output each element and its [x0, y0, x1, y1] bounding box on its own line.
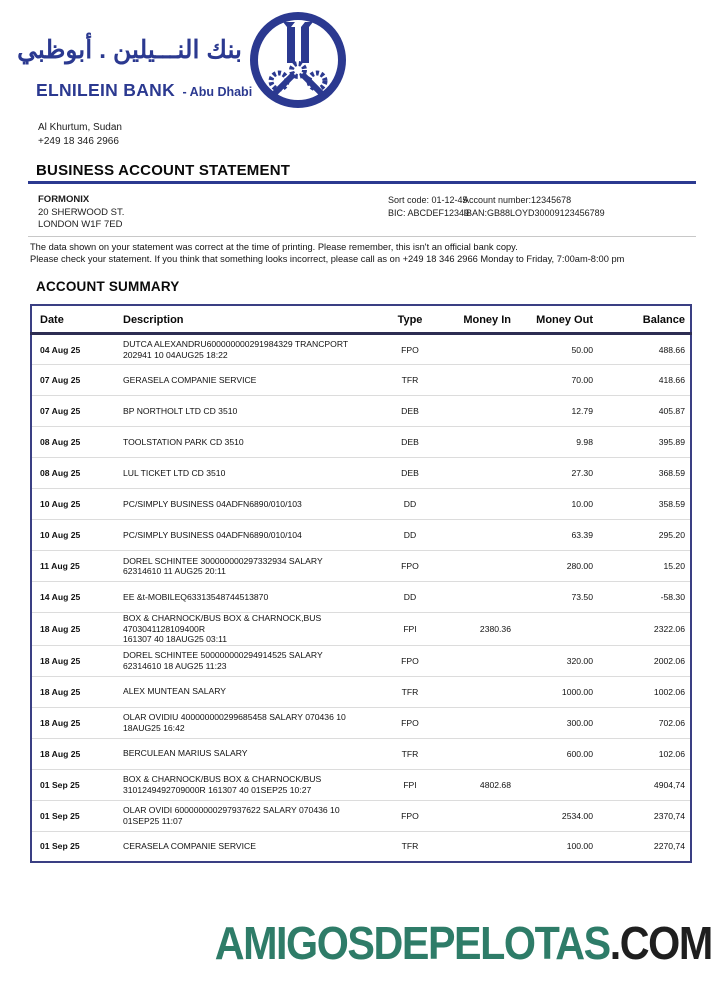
- balance-cell: 2002.06: [609, 645, 691, 676]
- description-line: 202941 10 04AUG25 18:22: [123, 349, 228, 360]
- description-line: ALEX MUNTEAN SALARY: [123, 686, 226, 697]
- holder-address-line2: LONDON W1F 7ED: [38, 219, 123, 230]
- money-out-cell: 12.79: [525, 396, 609, 427]
- table-row: [31, 334, 691, 365]
- account-holder-block: [38, 194, 124, 232]
- description-line: LUL TICKET LTD CD 3510: [123, 467, 226, 478]
- table-row: [31, 489, 691, 520]
- description-line: PC/SIMPLY BUSINESS 04ADFN6890/010/103: [123, 498, 302, 509]
- money-out-cell: 70.00: [525, 365, 609, 396]
- balance-cell: 2322.06: [609, 613, 691, 646]
- description-line: PC/SIMPLY BUSINESS 04ADFN6890/010/104: [123, 529, 302, 540]
- money-out-cell: [525, 769, 609, 800]
- money-out-cell: 2534.00: [525, 800, 609, 831]
- balance-cell: 702.06: [609, 707, 691, 738]
- balance-cell: 358.59: [609, 489, 691, 520]
- bank-name: [36, 80, 252, 101]
- watermark-brand-suffix: .COM: [609, 918, 712, 970]
- type-cell: FPI: [379, 613, 441, 646]
- description-cell: [119, 489, 379, 520]
- type-cell: DEB: [379, 427, 441, 458]
- money-out-cell: 63.39: [525, 520, 609, 551]
- bank-logo-icon: [248, 10, 348, 110]
- date-cell: 18 Aug 25: [31, 676, 119, 707]
- bank-phone: +249 18 346 2966: [38, 135, 119, 147]
- table-row: [31, 800, 691, 831]
- holder-address-line1: 20 SHERWOOD ST.: [38, 206, 125, 218]
- table-row: [31, 396, 691, 427]
- type-cell: FPI: [379, 769, 441, 800]
- type-cell: DD: [379, 582, 441, 613]
- table-row: [31, 738, 691, 769]
- description-line: BERCULEAN MARIUS SALARY: [123, 748, 248, 759]
- date-cell: 04 Aug 25: [40, 344, 81, 355]
- date-cell: 10 Aug 25: [31, 489, 119, 520]
- table-row: [31, 613, 691, 646]
- description-cell: [119, 582, 379, 613]
- money-in-cell: [441, 738, 525, 769]
- date-cell: 11 Aug 25: [31, 551, 119, 582]
- account-summary-title: ACCOUNT SUMMARY: [36, 279, 180, 294]
- money-in-cell: [441, 831, 525, 862]
- type-cell: DEB: [379, 458, 441, 489]
- type-cell: TFR: [379, 365, 441, 396]
- description-cell: [119, 334, 379, 365]
- description-cell: [119, 831, 379, 862]
- description-line: 62314610 18 AUG25 11:23: [123, 660, 227, 671]
- money-out-cell: 300.00: [525, 707, 609, 738]
- description-cell: [119, 396, 379, 427]
- money-out-cell: 9.98: [525, 427, 609, 458]
- money-in-cell: [441, 489, 525, 520]
- title-rule: [28, 181, 696, 184]
- column-money-out: Money Out: [525, 305, 609, 334]
- balance-cell: 102.06: [609, 738, 691, 769]
- table-row: [31, 458, 691, 489]
- description-line: BOX & CHARNOCK/BUS BOX & CHARNOCK/BUS: [123, 774, 322, 784]
- table-row: [31, 676, 691, 707]
- holder-name: FORMONIX: [38, 194, 90, 205]
- disclaimer: [30, 241, 690, 265]
- balance-cell: 395.89: [609, 427, 691, 458]
- account-details-row2: [388, 207, 605, 220]
- date-cell: 18 Aug 25: [31, 613, 119, 646]
- money-out-cell: 50.00: [571, 344, 593, 355]
- description-line: GERASELA COMPANIE SERVICE: [123, 374, 257, 385]
- date-cell: 01 Sep 25: [31, 831, 119, 862]
- money-in-cell: [441, 707, 525, 738]
- description-cell: [119, 520, 379, 551]
- date-cell: 07 Aug 25: [31, 396, 119, 427]
- description-line: BP NORTHOLT LTD CD 3510: [123, 405, 238, 416]
- type-cell: FPO: [401, 344, 419, 355]
- money-in-cell: [441, 334, 525, 365]
- money-in-cell: 2380.36: [441, 613, 525, 646]
- date-cell: 18 Aug 25: [31, 645, 119, 676]
- money-out-cell: 73.50: [525, 582, 609, 613]
- disclaimer-line2: Please check your statement. If you think that something looks incorrect, please call as on +249 18 346 2966 Monday to Friday, 7:00am-8:00 pm: [30, 254, 625, 264]
- date-cell: 01 Sep 25: [31, 800, 119, 831]
- transactions-table: [30, 304, 690, 863]
- money-in-cell: [441, 520, 525, 551]
- table-row: [31, 707, 691, 738]
- money-out-cell: 1000.00: [525, 676, 609, 707]
- description-line: 3101249492709000R 161307 40 01SEP25 10:27: [123, 784, 312, 795]
- description-cell: [119, 707, 379, 738]
- balance-cell: 405.87: [609, 396, 691, 427]
- date-cell: 14 Aug 25: [31, 582, 119, 613]
- account-details-block: [388, 194, 605, 219]
- bank-name-suffix: - Abu Dhabi: [182, 85, 253, 99]
- balance-cell: 4904,74: [609, 769, 691, 800]
- balance-cell: -58.30: [609, 582, 691, 613]
- balance-cell: 418.66: [609, 365, 691, 396]
- table-row: [31, 551, 691, 582]
- money-in-cell: [441, 676, 525, 707]
- table-header: [31, 305, 691, 334]
- type-cell: FPO: [379, 800, 441, 831]
- date-cell: 18 Aug 25: [31, 707, 119, 738]
- balance-cell: 2370,74: [609, 800, 691, 831]
- money-in-cell: [441, 458, 525, 489]
- table-row: [31, 582, 691, 613]
- description-line: EE &t-MOBILEQ63313548744513870: [123, 591, 269, 602]
- money-in-cell: [441, 582, 525, 613]
- table-row: [31, 520, 691, 551]
- money-out-cell: 320.00: [525, 645, 609, 676]
- description-cell: [119, 800, 379, 831]
- date-cell: 01 Sep 25: [31, 769, 119, 800]
- description-line: 01SEP25 11:07: [123, 815, 183, 826]
- type-cell: TFR: [379, 738, 441, 769]
- money-out-cell: 100.00: [525, 831, 609, 862]
- date-cell: 08 Aug 25: [31, 458, 119, 489]
- description-line: TOOLSTATION PARK CD 3510: [123, 436, 244, 447]
- money-in-cell: [441, 645, 525, 676]
- money-in-cell: [441, 396, 525, 427]
- description-line: OLAR OVIDIU 400000000299685458 SALARY 070436 10: [123, 712, 346, 722]
- money-in-cell: [441, 365, 525, 396]
- table-row: [31, 769, 691, 800]
- description-cell: [119, 738, 379, 769]
- balance-cell: 15.20: [609, 551, 691, 582]
- description-cell: [119, 458, 379, 489]
- column-type: Type: [379, 305, 441, 334]
- type-cell: DEB: [379, 396, 441, 427]
- column-money-in: Money In: [441, 305, 525, 334]
- type-cell: FPO: [379, 707, 441, 738]
- money-out-cell: 600.00: [525, 738, 609, 769]
- table-row: [31, 427, 691, 458]
- date-cell: 08 Aug 25: [31, 427, 119, 458]
- watermark-brand-main: AMIGOSDEPELOTAS: [214, 918, 610, 970]
- description-line: 161307 40 18AUG25 03:11: [123, 634, 228, 644]
- account-number: Account number:12345678: [463, 195, 572, 205]
- balance-cell: 1002.06: [609, 676, 691, 707]
- watermark-brand: [215, 918, 712, 971]
- money-in-cell: [441, 800, 525, 831]
- description-cell: [119, 769, 379, 800]
- balance-cell: 2270,74: [609, 831, 691, 862]
- type-cell: FPO: [379, 551, 441, 582]
- bank-name-main: ELNILEIN BANK: [36, 80, 176, 100]
- column-balance: Balance: [609, 305, 691, 334]
- type-cell: DD: [379, 489, 441, 520]
- disclaimer-line1: The data shown on your statement was correct at the time of printing. Please remember, this isn't an official bank copy.: [30, 242, 518, 252]
- description-line: DOREL SCHINTEE 300000000297332934 SALARY: [123, 555, 323, 566]
- column-description: Description: [119, 305, 379, 334]
- description-cell: [119, 645, 379, 676]
- description-cell: [119, 365, 379, 396]
- table-row: [31, 365, 691, 396]
- money-out-cell: 27.30: [525, 458, 609, 489]
- type-cell: DD: [379, 520, 441, 551]
- description-line: OLAR OVIDI 600000000297937622 SALARY 070436 10: [123, 805, 340, 815]
- type-cell: TFR: [379, 831, 441, 862]
- iban: IBAN:GB88LOYD30009123456789: [463, 207, 605, 218]
- transactions-body: [31, 334, 691, 863]
- description-line: 18AUG25 16:42: [123, 722, 185, 733]
- account-details-row1: [388, 194, 605, 207]
- description-line: BOX & CHARNOCK/BUS BOX & CHARNOCK,BUS 4703041128109400R: [123, 613, 322, 634]
- description-cell: [119, 551, 379, 582]
- description-line: DUTCA ALEXANDRU600000000291984329 TRANCPORT: [123, 339, 349, 349]
- table-row: [31, 831, 691, 862]
- date-cell: 10 Aug 25: [31, 520, 119, 551]
- description-line: 62314610 11 AUG25 20:11: [123, 566, 226, 576]
- bank-address: [38, 121, 122, 148]
- sort-code: Sort code: 01-12-45: [388, 195, 468, 205]
- table-row: [31, 645, 691, 676]
- balance-cell: 368.59: [609, 458, 691, 489]
- money-in-cell: [441, 427, 525, 458]
- balance-cell: 295.20: [609, 520, 691, 551]
- type-cell: FPO: [379, 645, 441, 676]
- bank-city: Al Khurtum, Sudan: [38, 122, 122, 133]
- description-line: DOREL SCHINTEE 500000000294914525 SALARY: [123, 650, 323, 660]
- description-cell: [119, 613, 379, 646]
- money-in-cell: 4802.68: [441, 769, 525, 800]
- type-cell: TFR: [379, 676, 441, 707]
- statement-title: BUSINESS ACCOUNT STATEMENT: [36, 162, 291, 179]
- bic: BIC: ABCDEF12349: [388, 207, 470, 218]
- bank-arabic-name: بنك النـــيلين . أبوظبي: [17, 36, 242, 64]
- money-out-cell: 10.00: [525, 489, 609, 520]
- description-cell: [119, 676, 379, 707]
- date-cell: 18 Aug 25: [31, 738, 119, 769]
- disclaimer-rule: [28, 236, 696, 237]
- money-out-cell: 280.00: [525, 551, 609, 582]
- column-date: Date: [31, 305, 119, 334]
- description-cell: [119, 427, 379, 458]
- balance-cell: 488.66: [658, 344, 685, 355]
- description-line: CERASELA COMPANIE SERVICE: [123, 841, 256, 851]
- money-out-cell: [525, 613, 609, 646]
- money-in-cell: [441, 551, 525, 582]
- date-cell: 07 Aug 25: [31, 365, 119, 396]
